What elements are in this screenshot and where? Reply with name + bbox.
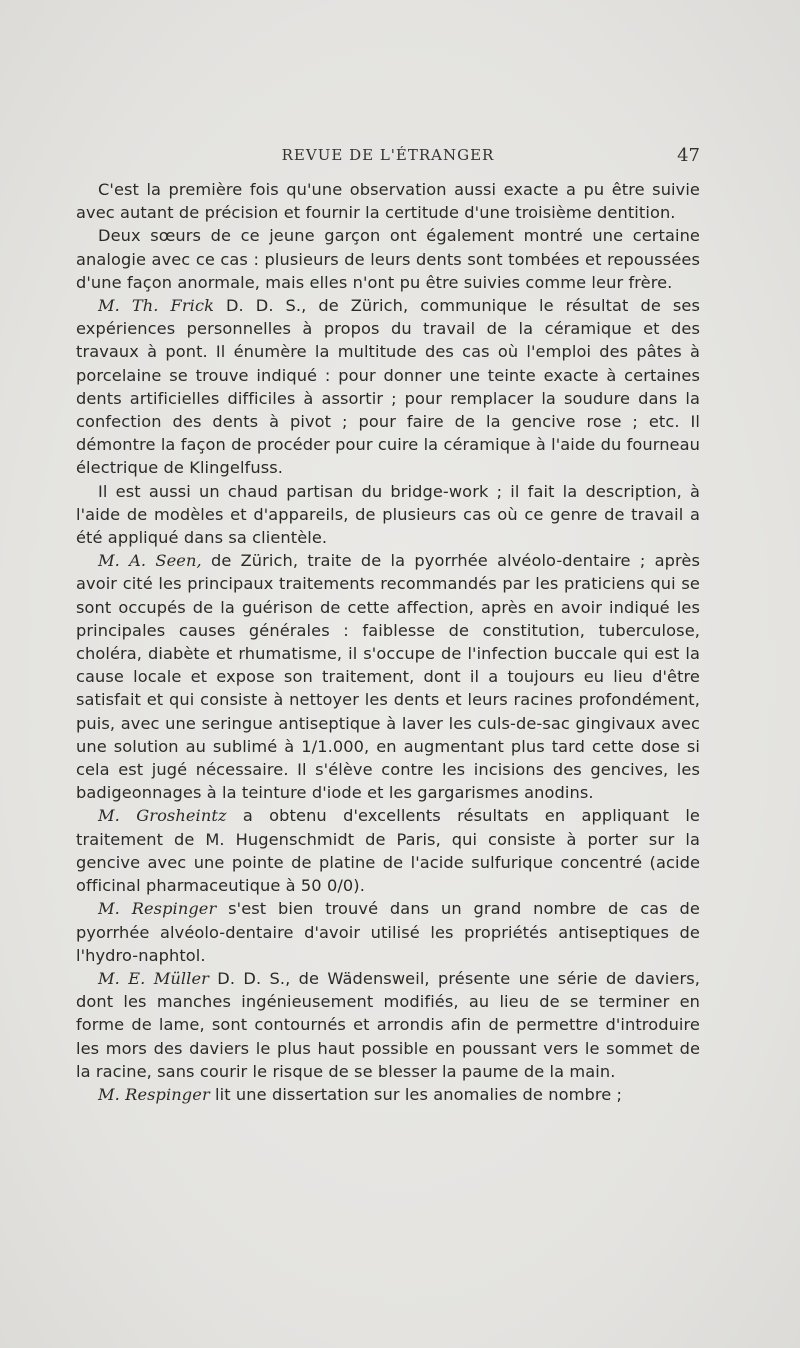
paragraph-text: lit une dissertation sur les anomalies de nombre ; bbox=[209, 1084, 623, 1104]
paragraph-text: a obtenu d'excellents résultats en appliquant le traitement de M. Hugenschmidt de Paris, qui consiste à porter sur la gencive avec une pointe de platine de l'acide sulfurique concentré (acide officinal pharmaceutique à 50 0/0). bbox=[76, 806, 700, 896]
page-number: 47 bbox=[677, 145, 700, 166]
paragraph-text: C'est la première fois qu'une observation aussi exacte a pu être suivie avec autant de précision et fournir la certitude d'une troisième dentition. bbox=[76, 180, 700, 223]
paragraph-5 bbox=[76, 549, 700, 804]
paragraph-text: de Zürich, traite de la pyorrhée alvéolo-dentaire ; après avoir cité les principaux traitements recommandés par les praticiens qui se sont occupés de la guérison de cette affection, après en avoir indiqué les principales causes générales : faiblesse de constitution, tuberculose, choléra, diabète et rhumatisme, il s'occupe de l'infection buccale qui est la cause locale et expose son traitement, dont il a toujours eu lieu d'être satisfait et qui consiste à nettoyer les dents et leurs racines profondément, puis, avec une seringue antiseptique à laver les culs-de-sac gingivaux avec une solution au sublimé à 1/1.000, en augmentant plus tard cette dose si cela est jugé nécessaire. Il s'élève contre les incisions des gencives, les badigeonnages à la teinture d'iode et les gargarismes anodins. bbox=[76, 551, 700, 803]
paragraph-text: D. D. S., de Zürich, communique le résultat de ses expériences personnelles à propos du travail de la céramique et des travaux à pont. Il énumère la multitude des cas où l'emploi des pâtes à porcelaine se trouve indiqué : pour donner une teinte exacte à certaines dents artificielles difficiles à assortir ; pour remplacer la soudure dans la confection des dents à pivot ; pour faire de la gencive rose ; etc. Il démontre la façon de procéder pour cuire la céramique à l'aide du fourneau électrique de Klingelfuss. bbox=[76, 296, 700, 478]
paragraph-text: Deux sœurs de ce jeune garçon ont également montré une certaine analogie avec ce cas : plusieurs de leurs dents sont tombées et repoussées d'une façon anormale, mais elles n'ont pu être suivies comme leur frère. bbox=[76, 226, 700, 292]
paragraph-1 bbox=[76, 178, 700, 224]
paragraph-text: s'est bien trouvé dans un grand nombre de cas de pyorrhée alvéolo-dentaire d'avoir utilisé les propriétés antiseptiques de l'hydro-naphtol. bbox=[76, 899, 700, 965]
paragraph-6 bbox=[76, 804, 700, 897]
speaker-name: M. E. Müller bbox=[98, 968, 209, 988]
paragraph-9 bbox=[76, 1083, 700, 1106]
paragraph-text: Il est aussi un chaud partisan du bridge-work ; il fait la description, à l'aide de modèles et d'appareils, de plusieurs cas où ce genre de travail a été appliqué dans sa clientèle. bbox=[76, 481, 700, 548]
paragraph-8 bbox=[76, 967, 700, 1083]
speaker-name: M. Respinger bbox=[98, 1084, 210, 1104]
paragraph-2 bbox=[76, 224, 700, 294]
speaker-name: M. Grosheintz bbox=[98, 806, 227, 826]
paragraph-7 bbox=[76, 897, 700, 967]
speaker-name: M. Th. Frick bbox=[98, 296, 215, 316]
paragraph-4 bbox=[76, 480, 700, 550]
speaker-name: M. Respinger bbox=[98, 899, 217, 919]
speaker-name: M. A. Seen, bbox=[98, 551, 202, 571]
page-header bbox=[76, 146, 700, 172]
paragraph-3 bbox=[76, 294, 700, 480]
paragraph-text: D. D. S., de Wädensweil, présente une série de daviers, dont les manches ingénieusement modifiés, au lieu de se terminer en forme de lame, sont contournés et arrondis afin de permettre d'introduire les mors des daviers le plus haut possible en poussant vers le sommet de la racine, sans courir le risque de se blesser la paume de la main. bbox=[76, 968, 700, 1081]
page-body bbox=[76, 178, 700, 1106]
running-head: REVUE DE L'ÉTRANGER bbox=[281, 146, 495, 164]
